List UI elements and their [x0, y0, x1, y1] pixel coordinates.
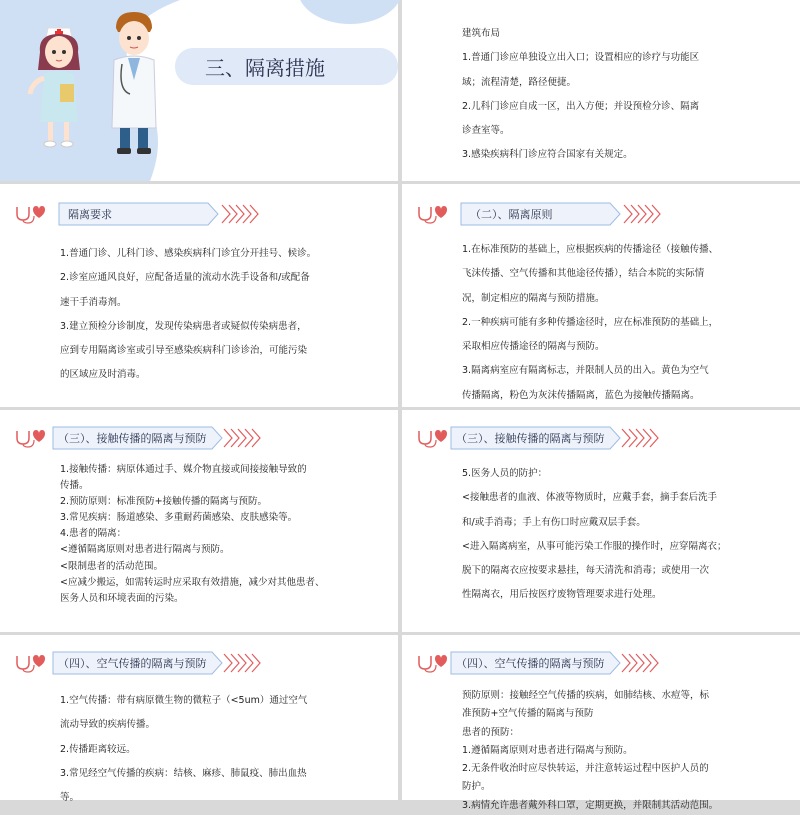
body-line: 况，制定相应的隔离与预防措施。 [462, 292, 605, 304]
body-line: 等。 [60, 792, 80, 804]
body-line: <限制患者的活动范围。 [60, 560, 163, 572]
body-line: 建筑布局 [462, 28, 501, 39]
body-line: 1.在标准预防的基础上，应根据疾病的传播途径（接触传播、 [462, 244, 719, 255]
body-line: 和/或手消毒；手上有伤口时应戴双层手套。 [462, 516, 646, 528]
slide-title: （四）、空气传播的隔离与预防 [58, 657, 207, 670]
body-line: 1.空气传播：带有病原微生物的微粒子（<5um）通过空气 [60, 695, 308, 706]
slide-isolation-principles [402, 184, 800, 407]
body-line: 3.病情允许患者戴外科口罩，定期更换，并限制其活动范围。 [462, 799, 719, 811]
body-line: 2.一种疾病可能有多种传播途径时，应在标准预防的基础上， [462, 316, 719, 328]
slide-body [60, 462, 376, 607]
slide-airborne-transmission-1 [0, 635, 398, 804]
body-line: 4.患者的隔离： [60, 528, 127, 540]
body-line: 飞沫传播、空气传播和其他途径传播），结合本院的实际情 [462, 268, 705, 280]
stethoscope-heart-icon [416, 204, 450, 224]
slide-title: （二）、隔离原则 [470, 208, 553, 221]
body-line: <应减少搬运，如需转运时应采取有效措施，减少对其他患者、 [60, 576, 325, 588]
body-line: 2.无条件收治时应尽快转运，并注意转运过程中医护人员的 [462, 763, 709, 775]
slide-title-bar [52, 426, 272, 450]
body-line: 脱下的隔离衣应按要求悬挂，每天清洗和消毒；或使用一次 [462, 565, 710, 577]
slide-contact-transmission-1 [0, 410, 398, 632]
body-line: 3.建立预检分诊制度，发现传染病患者或疑似传染病患者， [60, 320, 307, 332]
body-line: 传播。 [60, 480, 89, 492]
body-line: 速干手消毒剂。 [60, 296, 127, 308]
slide-airborne-transmission-2 [402, 635, 800, 811]
slide-title: 隔离要求 [68, 208, 112, 221]
slide-building-layout [402, 0, 800, 181]
body-line: 1.普通门诊应单独设立出入口；设置相应的诊疗与功能区 [462, 52, 700, 64]
slide-contact-transmission-2 [402, 410, 800, 632]
body-line: 3.常见疾病：肠道感染、多重耐药菌感染、皮肤感染等。 [60, 512, 298, 524]
body-line: <进入隔离病室，从事可能污染工作服的操作时，应穿隔离衣； [462, 540, 727, 552]
body-line: <遵循隔离原则对患者进行隔离与预防。 [60, 544, 230, 556]
body-line: 1.接触传播：病原体通过手、媒介物直接或间接接触导致的 [60, 464, 307, 475]
body-line: 应到专用隔离诊室或引导至感染疾病科门诊诊治，可能污染 [60, 345, 308, 357]
body-line: 医务人员和环境表面的污染。 [60, 592, 184, 604]
body-line: 5.医务人员的防护： [462, 468, 548, 479]
stethoscope-heart-icon [14, 428, 48, 448]
body-line: 的区域应及时消毒。 [60, 369, 146, 381]
stethoscope-heart-icon [416, 428, 450, 448]
slide-title-bar [58, 202, 268, 226]
slide-section-title [0, 0, 398, 181]
body-line: 防护。 [462, 781, 491, 793]
slide-body [462, 22, 778, 168]
body-line: 2.传播距离较远。 [60, 743, 136, 755]
body-line: 性隔离衣，用后按医疗废物管理要求进行处理。 [462, 589, 662, 601]
body-line: 准预防+空气传播的隔离与预防 [462, 708, 594, 720]
body-line: 传播隔离，粉色为灰沫传播隔离，蓝色为接触传播隔离。 [462, 389, 700, 401]
body-line: 2.诊室应通风良好，应配备适量的流动水洗手设备和/或配备 [60, 272, 310, 284]
slide-title-bar [450, 426, 670, 450]
body-line: 采取相应传播途径的隔离与预防。 [462, 341, 605, 353]
body-line: 诊查室等。 [462, 125, 510, 137]
body-line: 患者的预防： [462, 726, 520, 738]
slide-title-bar [460, 202, 670, 226]
body-line: 3.常见经空气传播的疾病：结核、麻疹、肺鼠疫、肺出血热 [60, 767, 307, 779]
doctor-illustration [104, 10, 164, 160]
slide-body [60, 242, 376, 388]
stethoscope-heart-icon [14, 653, 48, 673]
slide-body [60, 689, 376, 810]
slide-title: （四）、空气传播的隔离与预防 [456, 657, 605, 670]
slide-title: （三）、接触传播的隔离与预防 [456, 432, 605, 445]
slide-title-bar [52, 651, 272, 675]
body-line: 预防原则：接触经空气传播的疾病，如肺结核、水痘等，标 [462, 690, 710, 701]
nurse-illustration [28, 22, 98, 152]
stethoscope-heart-icon [416, 653, 450, 673]
slide-title-bar [450, 651, 670, 675]
stethoscope-heart-icon [14, 204, 48, 224]
slide-body [462, 462, 778, 608]
body-line: 3.感染疾病科门诊应符合国家有关规定。 [462, 149, 633, 161]
slide-body [462, 687, 778, 815]
body-line: <接触患者的血液、体液等物质时，应戴手套，摘手套后洗手 [462, 492, 717, 504]
body-line: 域；流程清楚，路径便捷。 [462, 76, 577, 88]
body-line: 2.预防原则：标准预防+接触传播的隔离与预防。 [60, 496, 268, 508]
slide-title: （三）、接触传播的隔离与预防 [58, 432, 207, 445]
body-line: 1.普通门诊、儿科门诊、感染疾病科门诊宜分开挂号、候诊。 [60, 248, 317, 259]
slide-isolation-requirements [0, 184, 398, 407]
section-title: 三、隔离措施 [205, 56, 325, 80]
body-line: 3.隔离病室应有隔离标志，并限制人员的出入。黄色为空气 [462, 365, 709, 377]
body-line: 2.儿科门诊应自成一区，出入方便；并设预检分诊、隔离 [462, 100, 700, 112]
body-line: 1.遵循隔离原则对患者进行隔离与预防。 [462, 744, 633, 756]
slide-body [462, 238, 778, 408]
body-line: 流动导致的疾病传播。 [60, 719, 156, 731]
